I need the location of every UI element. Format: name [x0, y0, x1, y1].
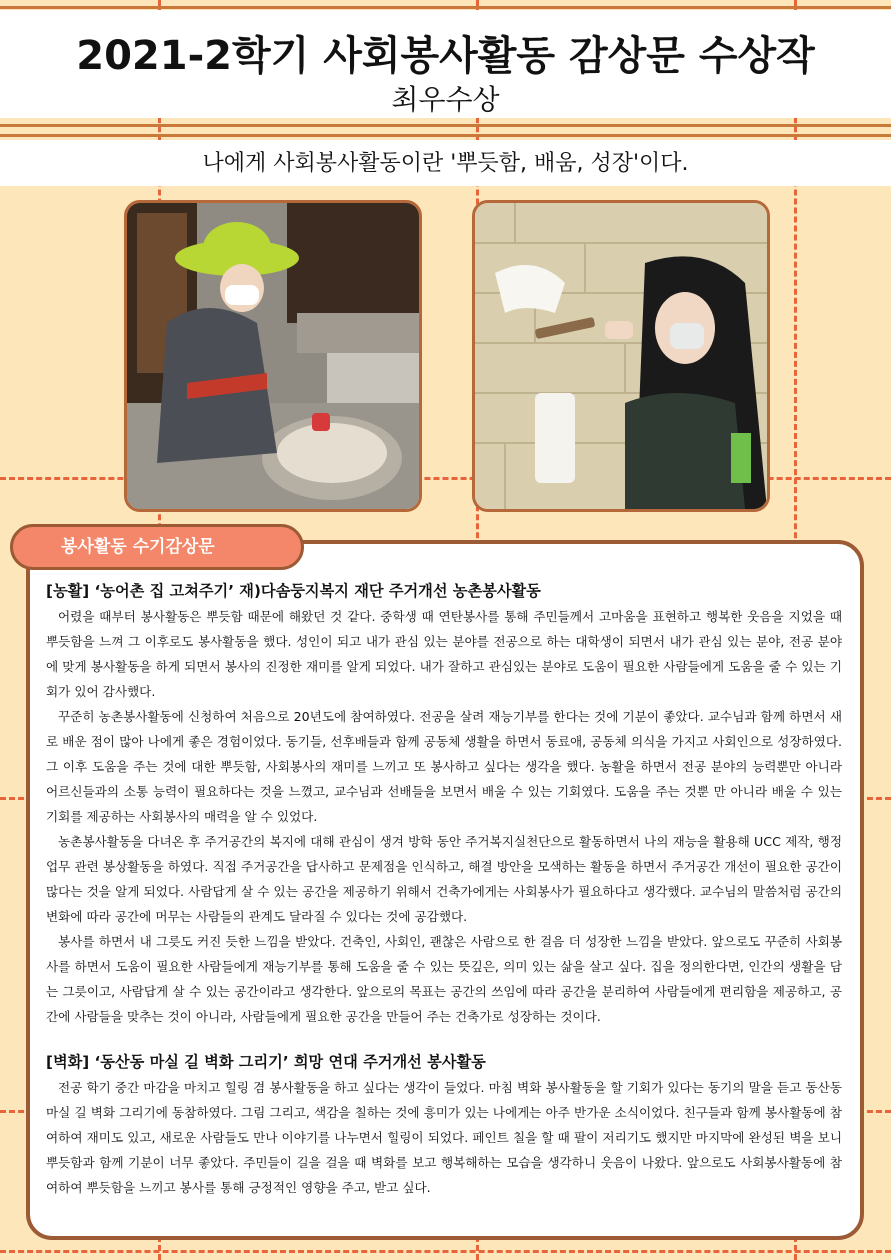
header-rule-top: [0, 6, 891, 9]
page-title: 2021-2학기 사회봉사활동 감상문 수상작: [76, 33, 815, 79]
paragraph: 농촌봉사활동을 다녀온 후 주거공간의 복지에 대해 관심이 생겨 방학 동안 주거복지실천단으로 활동하면서 나의 재능을 활용해 UCC 제작, 행정 업무 관련 봉상활동을 하였다. 직접 주거공간을 답사하고 문제점을 인식하고, 해결 방안을 모색하는 활동을 하면서 주거공간 개선이 필요한 공간이 많다는 것을 알게 되었다. 사람답게 살 수 있는 공간을 제공하기 위해서 건축가에게는 사회봉사가 필요하다고 생각했다. 교수님의 말씀처럼 공간의 변화에 따라 공간에 머무는 사람들의 관계도 달라질 수 있다는 것에 공감했다.: [46, 834, 842, 924]
photo-volunteer-mixing-cement: [124, 200, 422, 512]
paragraph: 어렸을 때부터 봉사활동은 뿌듯함 때문에 해왔던 것 같다. 중학생 때 연탄봉사를 통해 주민들께서 고마움을 표현하고 행복한 웃음을 지었을 때 뿌듯함을 느껴 그 이후로도 봉사활동을 했다. 성인이 되고 내가 관심 있는 분야를 전공으로 하는 대학생이 되면서 내가 관심 있는 분야, 전공 분야에 맞게 봉사활동을 하게 되면서 봉사의 진정한 재미를 알게 되었다. 내가 잘하고 관심있는 분야로 도움이 필요한 사람들에게 도움을 줄 수 있는 기회가 있어 감사했다.: [46, 609, 842, 699]
essay-body: [46, 578, 842, 1200]
section-mural: [46, 1049, 842, 1200]
section-farm: [46, 578, 842, 1029]
paragraph: 전공 학기 중간 마감을 마치고 힐링 겸 봉사활동을 하고 싶다는 생각이 들었다. 마침 벽화 봉사활동을 할 기회가 있다는 동기의 말을 듣고 동산동 마실 길 벽화 그리기에 동참하였다. 그림 그리고, 색감을 칠하는 것에 흥미가 있는 나에게는 아주 반가운 소식이었다. 친구들과 함께 봉사활동에 참여하여 재미도 있고, 새로운 사람들도 만나 이야기를 나누면서 힐링이 되었다. 페인트 칠을 할 때 팔이 저리기도 했지만 마지막에 완성된 벽을 보니 뿌듯함과 함께 기분이 너무 좋았다. 주민들이 길을 걸을 때 벽화를 보고 행복해하는 모습을 생각하니 웃음이 나왔다. 앞으로도 사회봉사활동에 참여하여 뿌듯함을 느끼고 봉사를 통해 긍정적인 영향을 주고, 받고 싶다.: [46, 1080, 842, 1195]
photo-volunteer-painting-wall: [472, 200, 770, 512]
section-heading: [농활] ‘농어촌 집 고쳐주기’ 재)다솜둥지복지 재단 주거개선 농촌봉사활동: [46, 582, 541, 600]
award-label: 최우수상: [391, 83, 500, 116]
paragraph: 꾸준히 농촌봉사활동에 신청하여 처음으로 20년도에 참여하였다. 전공을 살려 재능기부를 한다는 것에 기분이 좋았다. 교수님과 함께 하면서 새로 배운 점이 많아 나에게 좋은 경험이었다. 동기들, 선후배들과 함께 공동체 생활을 하면서 동료애, 공동체 의식을 가지고 사회인으로 성장하였다. 그 이후 도움을 주는 것에 대한 뿌듯함, 사회봉사의 재미를 느끼고 또 봉사하고 싶다는 생각을 했다. 농활을 하면서 전공 분야의 능력뿐만 아니라 어르신들과의 소통 능력이 필요하다는 것을 느꼈고, 교수님과 선배들을 보면서 배울 수 있는 기회였다. 도움을 주는 것뿐 만 아니라 배울 수 있는 기회를 제공하는 사회봉사의 매력을 알 수 있었다.: [46, 709, 842, 824]
header-rule-bottom: [0, 124, 891, 127]
essay-card-tab: 봉사활동 수기감상문: [10, 524, 304, 570]
header-band: [0, 10, 891, 118]
theme-statement: 나에게 사회봉사활동이란 '뿌듯함, 배움, 성장'이다.: [202, 151, 689, 176]
theme-band: [0, 140, 891, 186]
theme-rule-top: [0, 134, 891, 137]
divider-dashed-bottom: [0, 1250, 891, 1253]
section-heading: [벽화] ‘동산동 마실 길 벽화 그리기’ 희망 연대 주거개선 봉사활동: [46, 1053, 486, 1071]
paragraph: 봉사를 하면서 내 그릇도 커진 듯한 느낌을 받았다. 건축인, 사회인, 괜찮은 사람으로 한 걸음 더 성장한 느낌을 받았다. 앞으로도 꾸준히 사회봉사를 하면서 도움이 필요한 사람들에게 재능기부를 통해 도움을 줄 수 있는 뜻깊은, 의미 있는 삶을 살고 싶다. 집을 정의한다면, 인간의 생활을 담는 그릇이고, 사람답게 살 수 있는 공간이라고 생각한다. 앞으로의 목표는 공간의 쓰임에 따라 공간을 분리하여 사람들에게 편리함을 제공하고, 공간에 사람들을 맞추는 것이 아니라, 사람들에게 필요한 공간을 만들어 주는 건축가로 성장하는 것이다.: [46, 934, 842, 1024]
